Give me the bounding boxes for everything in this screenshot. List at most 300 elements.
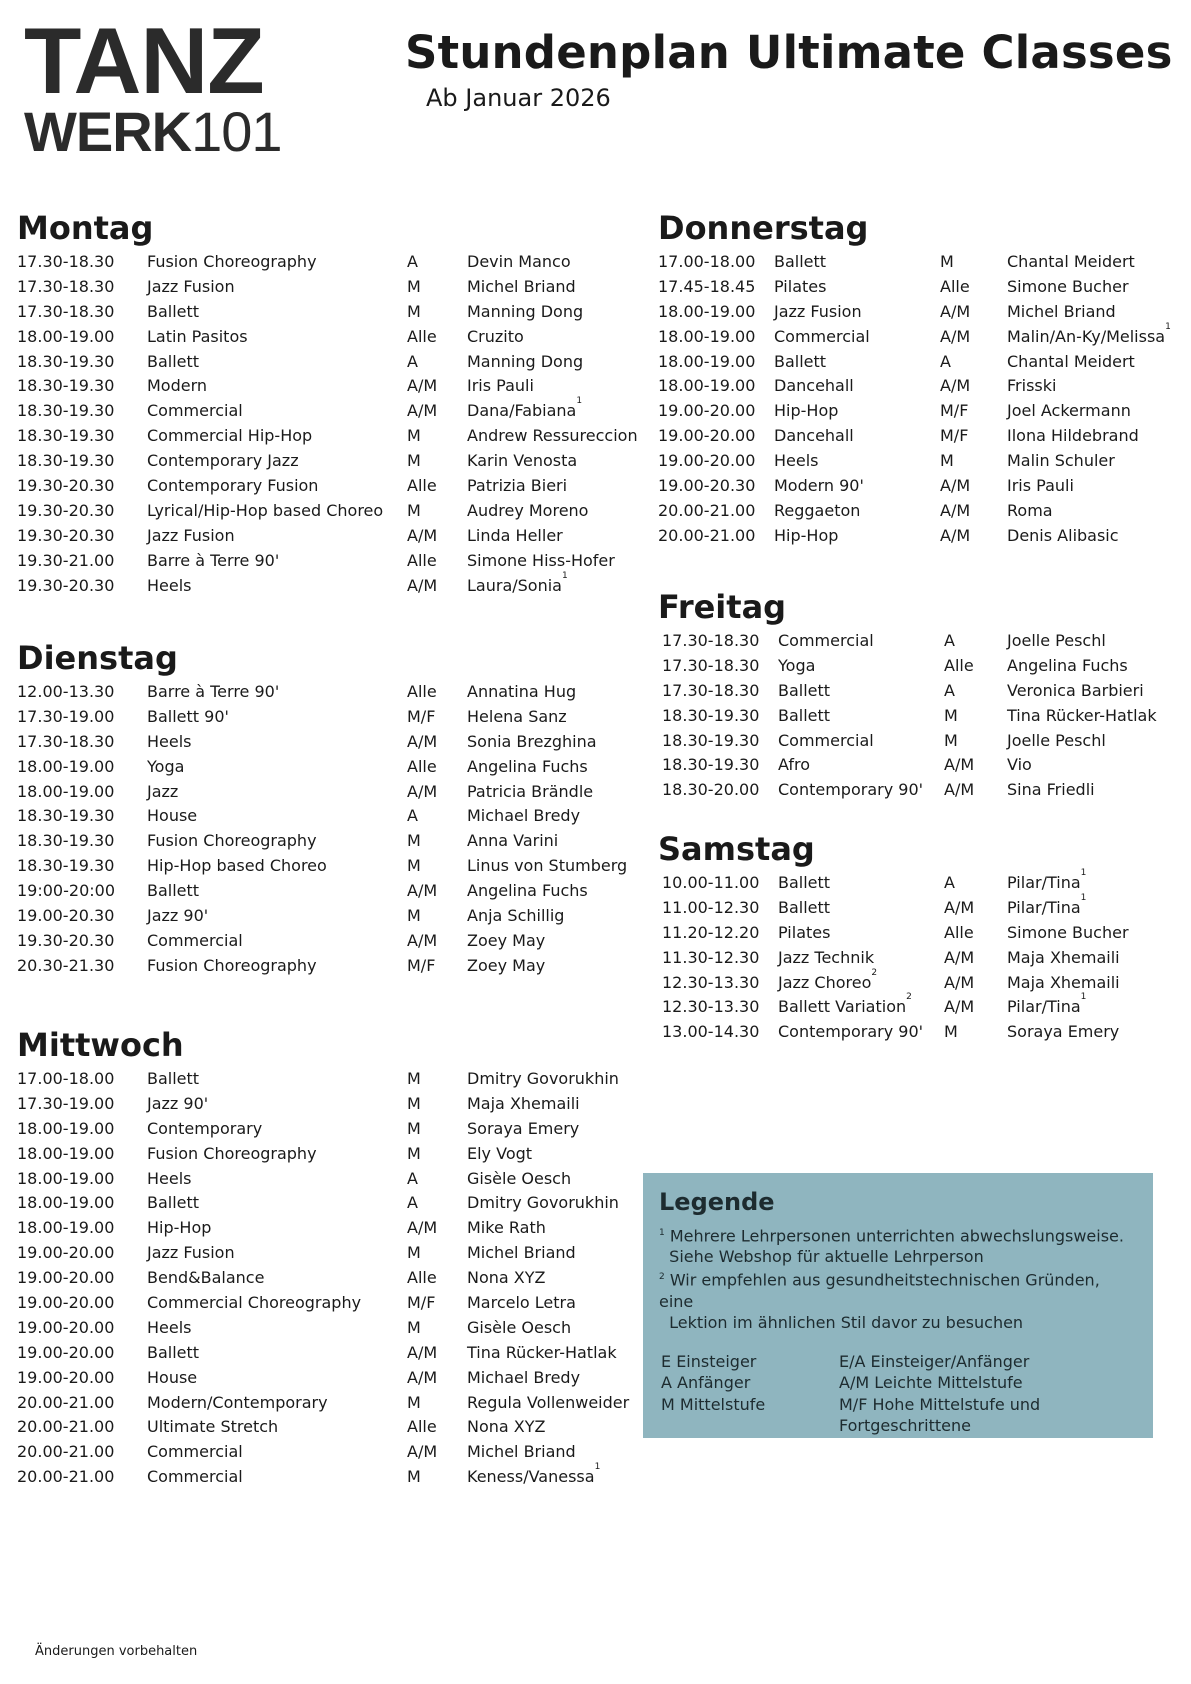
class-teacher xyxy=(467,1391,629,1416)
class-time xyxy=(658,275,755,300)
class-class xyxy=(147,1142,317,1167)
class-time xyxy=(662,729,759,754)
class-teacher xyxy=(467,680,576,705)
class-row xyxy=(17,730,637,755)
day-section-montag xyxy=(17,208,637,598)
class-row xyxy=(17,1241,637,1266)
class-teacher-text: Michel Briand xyxy=(467,1243,576,1263)
class-time-text: 19.30-20.30 xyxy=(17,930,115,950)
class-row xyxy=(17,904,637,929)
class-teacher-text: Michael Bredy xyxy=(467,806,581,826)
class-level-text: M xyxy=(407,1243,421,1263)
class-level xyxy=(940,499,970,524)
class-level-text: M xyxy=(407,301,421,321)
class-teacher-text: Keness/Vanessa xyxy=(467,1467,595,1487)
class-time xyxy=(662,1020,759,1045)
class-time xyxy=(658,300,755,325)
class-time xyxy=(658,350,755,375)
class-row xyxy=(17,954,637,979)
class-teacher-text: Pilar/Tina xyxy=(1007,997,1081,1017)
class-level xyxy=(407,1366,437,1391)
class-time-text: 18.30-19.30 xyxy=(17,351,115,371)
class-time-text: 17.00-18.00 xyxy=(658,252,756,271)
class-level-text: A/M xyxy=(407,881,438,901)
class-class-text: Ballett 90' xyxy=(147,706,229,726)
class-class xyxy=(774,474,864,499)
class-class xyxy=(147,449,299,474)
class-time-text: 19.30-20.30 xyxy=(17,525,115,545)
class-level xyxy=(407,499,421,524)
class-time-text: 19.00-20.00 xyxy=(17,1293,115,1313)
class-time-text: 17.30-18.30 xyxy=(662,655,760,675)
class-time-text: 19.00-20.00 xyxy=(17,1342,115,1362)
class-teacher-text: Frisski xyxy=(1007,376,1057,396)
class-row xyxy=(17,570,637,599)
class-class-text: Jazz Fusion xyxy=(774,301,862,321)
class-teacher xyxy=(467,449,577,474)
class-teacher xyxy=(1007,499,1053,524)
class-teacher-text: Cruzito xyxy=(467,326,524,346)
class-time-text: 18.30-19.30 xyxy=(17,806,115,826)
class-time xyxy=(662,871,759,896)
class-time-text: 18.00-19.00 xyxy=(17,1143,115,1163)
class-teacher-text: Maja Xhemaili xyxy=(1007,947,1120,967)
class-teacher xyxy=(1007,729,1106,754)
class-time xyxy=(17,1465,114,1490)
class-level-text: M xyxy=(944,705,958,725)
class-teacher-text: Linda Heller xyxy=(467,525,563,545)
class-time xyxy=(17,275,114,300)
class-time xyxy=(17,1415,114,1440)
class-teacher xyxy=(1007,992,1087,1020)
class-row xyxy=(658,374,1178,399)
class-teacher xyxy=(467,1316,571,1341)
class-teacher-text: Gisèle Oesch xyxy=(467,1168,572,1188)
class-row xyxy=(17,829,637,854)
class-level-text: A/M xyxy=(407,1442,438,1462)
class-class xyxy=(147,1191,199,1216)
class-class-text: Ballett Variation xyxy=(778,997,907,1017)
class-time-text: 18.00-19.00 xyxy=(17,1168,115,1188)
class-level-text: Alle xyxy=(944,655,974,675)
class-row xyxy=(17,1366,637,1391)
class-level xyxy=(407,1117,421,1142)
class-row xyxy=(17,929,637,954)
class-class xyxy=(147,424,312,449)
footnote-mark: 1 xyxy=(1080,992,1087,1003)
class-level xyxy=(407,399,437,424)
class-teacher-text: Malin Schuler xyxy=(1007,451,1115,471)
class-level xyxy=(407,1291,435,1316)
class-teacher xyxy=(1007,399,1131,424)
class-teacher xyxy=(467,374,534,399)
logo-line-2 xyxy=(24,100,282,163)
class-teacher xyxy=(1007,629,1106,654)
class-class-text: Jazz Choreo xyxy=(778,972,872,992)
class-level xyxy=(407,804,418,829)
class-class-text: Pilates xyxy=(778,922,831,942)
class-teacher-text: Michel Briand xyxy=(467,1442,576,1462)
class-level xyxy=(407,1415,437,1440)
class-level xyxy=(407,1167,418,1192)
class-class-text: House xyxy=(147,1367,198,1387)
class-class-text: Commercial xyxy=(147,401,243,421)
class-teacher xyxy=(467,570,568,599)
class-row xyxy=(17,705,637,730)
class-time xyxy=(17,1167,114,1192)
class-time-text: 18.00-19.00 xyxy=(17,756,115,776)
class-teacher xyxy=(467,1092,580,1117)
class-class-text: Reggaeton xyxy=(774,500,861,520)
class-row xyxy=(17,325,637,350)
class-row xyxy=(17,499,637,524)
class-level xyxy=(407,474,437,499)
class-level-text: A xyxy=(940,351,951,371)
class-teacher-text: Angelina Fuchs xyxy=(1007,655,1128,675)
class-class xyxy=(147,680,279,705)
class-row xyxy=(17,1316,637,1341)
class-class xyxy=(774,275,826,300)
class-level xyxy=(944,778,974,803)
class-time xyxy=(662,971,759,996)
class-class-text: Fusion Choreography xyxy=(147,252,317,271)
class-class xyxy=(774,399,838,424)
class-row xyxy=(17,1117,637,1142)
class-time xyxy=(17,549,114,574)
class-time-text: 19.30-20.30 xyxy=(17,500,115,520)
class-time xyxy=(17,954,114,979)
class-level xyxy=(940,275,970,300)
class-level xyxy=(407,904,421,929)
class-row xyxy=(658,250,1178,275)
class-level-text: A/M xyxy=(940,476,971,496)
footnote-mark-2: 2 xyxy=(659,1272,665,1283)
class-teacher xyxy=(1007,524,1119,549)
class-level-text: Alle xyxy=(407,682,437,701)
class-row xyxy=(17,1167,637,1192)
class-teacher-text: Anna Varini xyxy=(467,831,559,851)
class-time xyxy=(17,804,114,829)
class-teacher-text: Linus von Stumberg xyxy=(467,856,628,876)
class-level xyxy=(407,780,437,805)
class-teacher-text: Nona XYZ xyxy=(467,1268,546,1288)
class-time xyxy=(17,1117,114,1142)
class-level xyxy=(407,929,437,954)
class-time-text: 18.30-19.30 xyxy=(17,856,115,876)
class-time-text: 12.00-13.30 xyxy=(17,682,115,701)
class-teacher-text: Michel Briand xyxy=(467,276,576,296)
class-row xyxy=(658,967,1178,996)
class-level xyxy=(407,325,437,350)
class-class-text: Ballett xyxy=(147,1193,200,1213)
class-level xyxy=(407,1465,421,1490)
class-level xyxy=(940,399,968,424)
class-teacher-text: Tina Rücker-Hatlak xyxy=(467,1342,617,1362)
class-class xyxy=(147,1316,192,1341)
class-time xyxy=(658,449,755,474)
class-teacher xyxy=(467,250,571,275)
class-time xyxy=(17,829,114,854)
footnote-mark: 2 xyxy=(906,992,912,1003)
class-teacher-text: Sina Friedli xyxy=(1007,780,1095,800)
legend-title: Legende xyxy=(659,1188,775,1216)
class-class-text: Jazz xyxy=(147,781,179,801)
class-class-text: Hip-Hop xyxy=(774,525,839,545)
class-class-text: Ballett xyxy=(778,873,831,892)
class-level xyxy=(407,879,437,904)
class-class xyxy=(147,350,199,375)
class-row xyxy=(17,854,637,879)
class-class xyxy=(147,829,317,854)
class-class xyxy=(774,499,860,524)
class-time xyxy=(17,1241,114,1266)
class-class-text: Lyrical/Hip-Hop based Choreo xyxy=(147,500,384,520)
class-row xyxy=(658,275,1178,300)
class-level-text: M xyxy=(407,1317,421,1337)
class-level xyxy=(407,829,421,854)
class-teacher xyxy=(467,954,545,979)
class-time-text: 11.30-12.30 xyxy=(662,947,760,967)
class-class-text: Hip-Hop based Choreo xyxy=(147,856,327,876)
class-row xyxy=(17,1142,637,1167)
class-time-text: 10.00-11.00 xyxy=(662,873,760,892)
class-time xyxy=(658,424,755,449)
class-level xyxy=(944,679,955,704)
class-row xyxy=(17,549,637,574)
class-teacher-text: Sonia Brezghina xyxy=(467,731,597,751)
class-teacher xyxy=(1007,753,1032,778)
class-teacher-text: Malin/An-Ky/Melissa xyxy=(1007,326,1166,346)
class-level-text: M xyxy=(944,730,958,750)
class-class-text: Modern 90' xyxy=(774,476,864,496)
class-class-text: Heels xyxy=(147,1168,192,1188)
logo-werk: WERK xyxy=(24,100,192,163)
class-class xyxy=(778,753,810,778)
class-level xyxy=(940,325,970,350)
class-time xyxy=(662,896,759,921)
class-class xyxy=(147,904,208,929)
class-time-text: 20.00-21.00 xyxy=(17,1392,115,1412)
class-teacher xyxy=(467,755,588,780)
class-level-text: Alle xyxy=(407,756,437,776)
class-class xyxy=(147,325,248,350)
class-level-text: A/M xyxy=(940,525,971,545)
class-class xyxy=(778,778,923,803)
class-row xyxy=(17,780,637,805)
class-row xyxy=(17,396,637,424)
footnote-mark: 1 xyxy=(1080,868,1087,878)
class-class-text: Ballett xyxy=(774,252,827,271)
class-row xyxy=(17,680,637,705)
class-class xyxy=(778,896,830,921)
class-time-text: 18.30-19.30 xyxy=(17,451,115,471)
class-class-text: Ballett xyxy=(778,680,831,700)
class-class xyxy=(774,250,826,275)
class-level-text: A/M xyxy=(407,781,438,801)
class-time xyxy=(17,1291,114,1316)
class-class xyxy=(147,1167,192,1192)
class-time xyxy=(662,946,759,971)
class-level-text: M xyxy=(407,1093,421,1113)
class-time-text: 19.00-20.00 xyxy=(658,401,756,421)
class-class-text: Ultimate Stretch xyxy=(147,1417,279,1437)
class-level-text: M/F xyxy=(407,1293,436,1313)
class-row xyxy=(658,321,1178,350)
class-class-text: Yoga xyxy=(147,756,185,776)
class-teacher-text: Joelle Peschl xyxy=(1007,730,1106,750)
class-level xyxy=(407,300,421,325)
class-teacher-text: Andrew Ressureccion xyxy=(467,426,638,446)
class-time-text: 17.30-18.30 xyxy=(17,252,115,271)
class-level-text: M/F xyxy=(407,955,436,975)
footer-note: Änderungen vorbehalten xyxy=(35,1644,198,1659)
class-level-text: A/M xyxy=(407,525,438,545)
class-teacher xyxy=(1007,868,1087,896)
class-teacher xyxy=(1007,704,1157,729)
class-class xyxy=(778,704,830,729)
class-teacher xyxy=(467,1191,619,1216)
class-teacher-text: Nona XYZ xyxy=(467,1417,546,1437)
class-teacher-text: Manning Dong xyxy=(467,301,584,321)
class-class-text: Afro xyxy=(778,755,811,775)
class-time-text: 18.30-20.00 xyxy=(662,780,760,800)
class-time-text: 17.30-18.30 xyxy=(662,631,760,650)
class-level-text: A/M xyxy=(407,731,438,751)
class-time-text: 19.00-20.30 xyxy=(17,906,115,926)
class-teacher xyxy=(467,549,615,574)
class-time-text: 17.30-18.30 xyxy=(17,731,115,751)
class-time xyxy=(17,1440,114,1465)
class-level xyxy=(407,1316,421,1341)
class-level-text: M xyxy=(407,451,421,471)
class-teacher xyxy=(467,780,593,805)
class-time-text: 11.00-12.30 xyxy=(662,897,760,917)
class-class xyxy=(774,374,854,399)
class-class-text: Barre à Terre 90' xyxy=(147,550,280,570)
class-level xyxy=(407,1067,421,1092)
class-level xyxy=(407,1191,418,1216)
class-teacher xyxy=(467,854,627,879)
class-class-text: Jazz 90' xyxy=(147,1093,209,1113)
legend-note-1 xyxy=(659,1223,1137,1267)
class-row xyxy=(17,755,637,780)
class-class xyxy=(774,424,854,449)
class-class xyxy=(774,524,838,549)
class-class xyxy=(778,679,830,704)
class-time-text: 17.30-19.00 xyxy=(17,706,115,726)
class-class-text: Ballett xyxy=(774,351,827,371)
class-level-text: Alle xyxy=(407,550,437,570)
class-class xyxy=(147,929,243,954)
class-row xyxy=(17,1092,637,1117)
class-teacher-text: Maja Xhemaili xyxy=(467,1093,580,1113)
class-class-text: Bend&Balance xyxy=(147,1268,265,1288)
class-class xyxy=(778,1020,923,1045)
class-class xyxy=(774,449,819,474)
class-class-text: Jazz Fusion xyxy=(147,525,235,545)
class-level xyxy=(944,871,955,896)
class-level xyxy=(407,1092,421,1117)
legend-note-2-line-2: Lektion im ähnlichen Stil davor zu besuchen xyxy=(669,1312,1024,1332)
class-teacher-text: Michael Bredy xyxy=(467,1367,581,1387)
class-class xyxy=(147,1465,243,1490)
class-teacher xyxy=(467,929,545,954)
class-class-text: Fusion Choreography xyxy=(147,1143,317,1163)
class-row xyxy=(17,879,637,904)
class-level xyxy=(940,449,954,474)
class-class-text: Fusion Choreography xyxy=(147,955,317,975)
class-row xyxy=(658,524,1178,549)
class-level xyxy=(407,374,437,399)
logo-number: 101 xyxy=(191,100,282,163)
class-class-text: Jazz 90' xyxy=(147,906,209,926)
class-teacher xyxy=(1007,275,1129,300)
class-teacher-text: Laura/Sonia xyxy=(467,575,562,595)
class-teacher xyxy=(467,1216,546,1241)
class-class xyxy=(147,705,229,730)
class-level-text: M xyxy=(407,856,421,876)
class-time xyxy=(17,374,114,399)
class-row xyxy=(17,1291,637,1316)
footnote-mark-1: 1 xyxy=(659,1228,665,1238)
class-level-text: M xyxy=(407,906,421,926)
class-level-text: A/M xyxy=(940,500,971,520)
class-time xyxy=(658,474,755,499)
class-level-text: M xyxy=(944,1022,958,1042)
class-teacher-text: Maja Xhemaili xyxy=(1007,972,1120,992)
logo xyxy=(24,8,282,163)
class-time-text: 18.30-19.30 xyxy=(17,831,115,851)
class-time xyxy=(17,1266,114,1291)
class-level-text: A xyxy=(944,873,955,892)
class-level xyxy=(407,1241,421,1266)
class-class xyxy=(147,1291,361,1316)
class-level xyxy=(407,424,421,449)
class-level xyxy=(944,946,974,971)
class-level-text: M/F xyxy=(940,401,969,421)
class-class xyxy=(778,654,815,679)
class-time-text: 19.30-20.30 xyxy=(17,476,115,496)
class-time xyxy=(17,904,114,929)
class-class-text: Hip-Hop xyxy=(147,1218,212,1238)
class-class-text: Heels xyxy=(147,731,192,751)
class-teacher xyxy=(467,424,638,449)
class-teacher xyxy=(467,1341,617,1366)
class-teacher-text: Vio xyxy=(1007,755,1032,775)
class-teacher xyxy=(467,1142,532,1167)
class-row xyxy=(658,778,1178,803)
class-teacher-text: Manning Dong xyxy=(467,351,584,371)
class-row xyxy=(17,300,637,325)
class-level xyxy=(944,729,958,754)
class-time xyxy=(17,1092,114,1117)
class-class xyxy=(147,879,199,904)
class-level-text: A xyxy=(407,1168,418,1188)
class-class-text: Yoga xyxy=(778,655,816,675)
class-class xyxy=(147,954,317,979)
class-time xyxy=(17,1216,114,1241)
class-time-text: 18.00-19.00 xyxy=(658,326,756,346)
class-class xyxy=(774,350,826,375)
class-class xyxy=(778,967,878,996)
class-class xyxy=(147,574,192,599)
class-class xyxy=(147,1117,262,1142)
class-class-text: Jazz Technik xyxy=(778,947,875,967)
class-class-text: Contemporary Fusion xyxy=(147,476,319,496)
class-time-text: 18.00-19.00 xyxy=(17,326,115,346)
class-teacher-text: Joel Ackermann xyxy=(1007,401,1131,421)
class-row xyxy=(658,704,1178,729)
